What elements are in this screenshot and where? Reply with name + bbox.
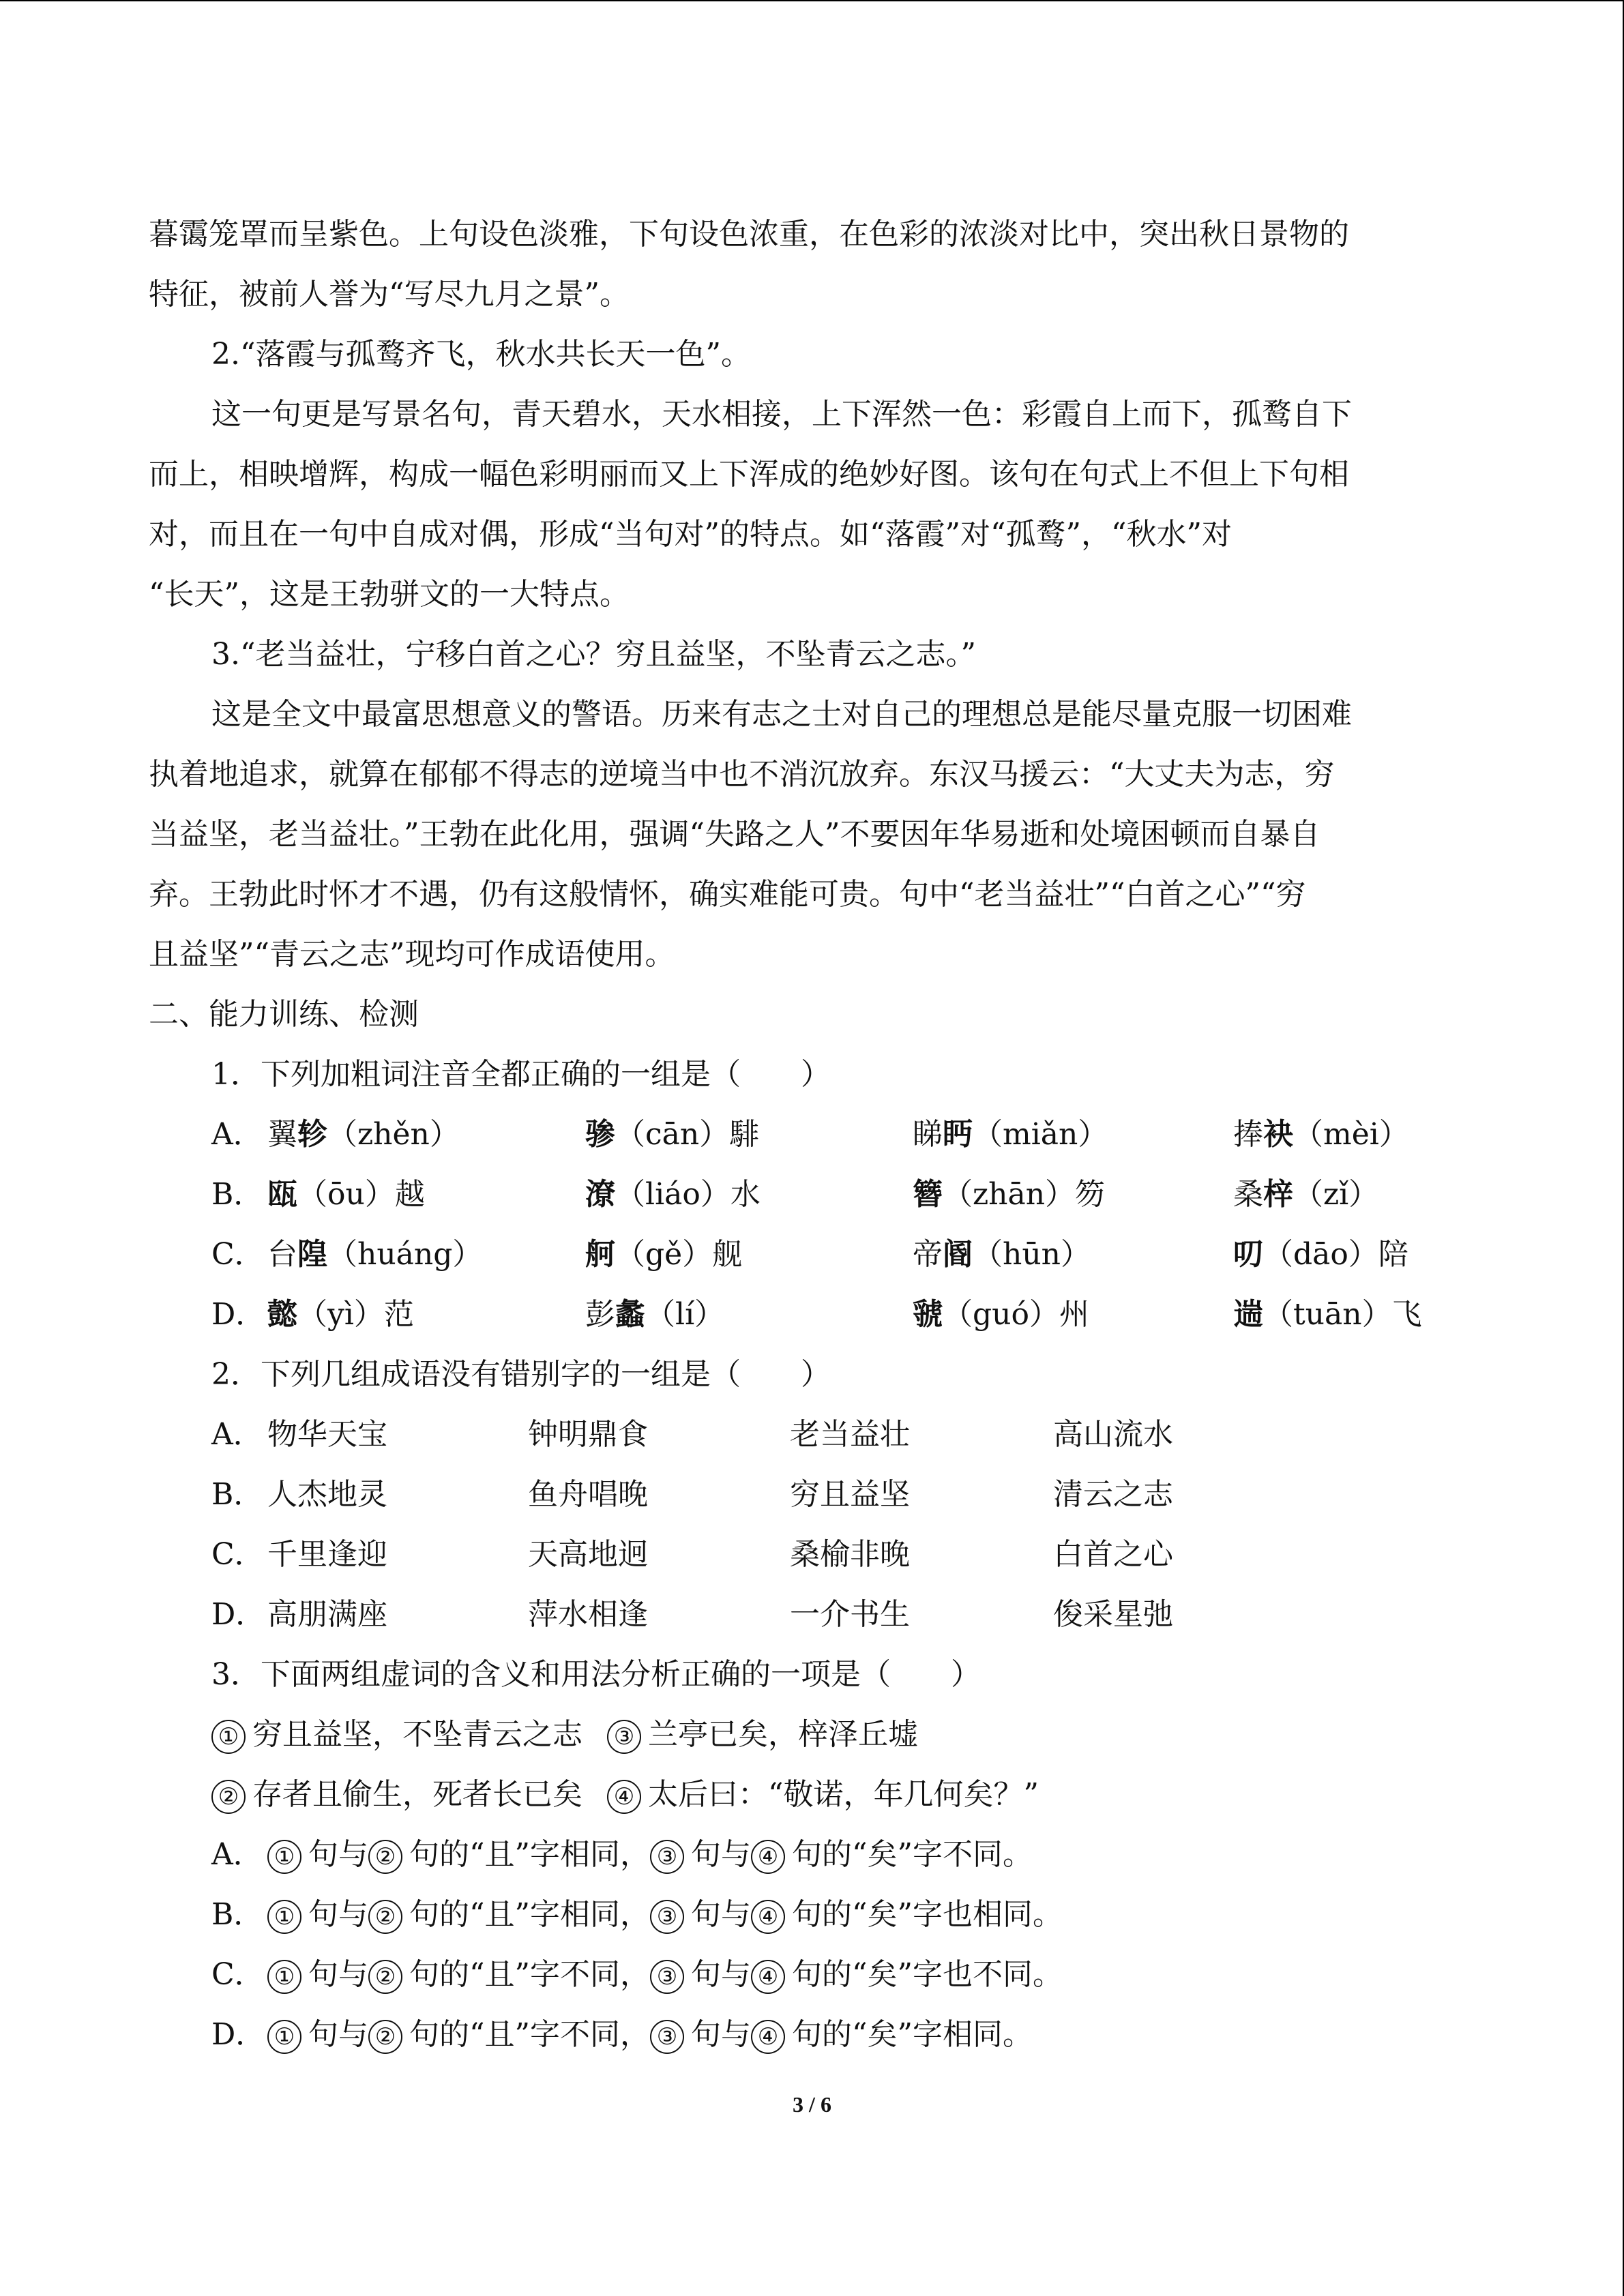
circled-number-2: ② [368,1900,402,1934]
question-2-option-d [149,1585,1486,1645]
bold-character: 遄 [1233,1297,1263,1332]
option-text: 句与 [691,2017,751,2052]
page-number: 3 / 6 [793,2092,831,2117]
item-prefix: 睇 [913,1117,943,1152]
question-3-option-a [149,1825,1486,1885]
text-line: 这是全文中最富思想意义的警语。历来有志之士对自己的理想总是能尽量克服一切困难 [211,697,1352,732]
circled-number-4: ④ [607,1780,641,1814]
question-2-option-b [149,1465,1486,1525]
bold-character: 虢 [913,1297,943,1332]
bold-character: 潦 [585,1177,615,1212]
option-label: D． [211,1597,266,1632]
sentence-1: 穷且益坚，不坠青云之志 [252,1717,582,1752]
text-line: 这一句更是写景名句，青天碧水，天水相接，上下浑然一色：彩霞自上而下，孤鹜自下 [211,397,1352,432]
option-text: 句的“矣”字也不同。 [792,1957,1063,1992]
idiom-item: 钟明鼎食 [528,1417,648,1452]
question-1-option-a [149,1105,1486,1165]
idiom-item: 高朋满座 [267,1597,387,1632]
option-item [1233,1225,1408,1285]
circled-number-4: ④ [751,2020,785,2054]
item-pinyin: （lí） [645,1297,725,1332]
question-2-stem: 2．下列几组成语没有错别字的一组是（ ） [211,1357,831,1392]
option-text: 句与 [308,1837,368,1872]
sentence-4: 太后曰：“敬诺，年几何矣？” [648,1777,1039,1812]
option-text: 句与 [691,1837,751,1872]
item-pinyin: （miǎn） [973,1117,1108,1152]
bold-character: 懿 [267,1297,297,1332]
item-pinyin: （zhěn） [327,1117,460,1152]
circled-number-3: ③ [607,1720,641,1754]
option-label: B． [211,1177,264,1212]
option-item [913,1285,1089,1345]
item-pinyin: （zhān）笏 [943,1177,1106,1212]
item-prefix: 翼 [267,1117,297,1152]
bold-character: 梓 [1263,1177,1293,1212]
item-pinyin: （gě）舰 [615,1237,743,1272]
circled-number-2: ② [211,1780,246,1814]
option-label: A． [211,1837,263,1872]
bold-character: 隍 [297,1237,327,1272]
question-1-option-d [149,1285,1486,1345]
item-pinyin: （huáng） [327,1237,483,1272]
option-item [267,1225,482,1285]
option-label: B． [211,1897,264,1932]
idiom-item: 天高地迥 [528,1537,648,1572]
option-item [585,1105,759,1165]
option-item [585,1165,761,1225]
option-text: 句与 [308,1897,368,1932]
question-1-option-b [149,1165,1486,1225]
item-pinyin: （yì）范 [297,1297,414,1332]
option-text: 句的“且”字不同， [409,1957,650,1992]
page-top-border [0,0,1624,1]
item-prefix: 捧 [1233,1117,1263,1152]
idiom-item: 老当益壮 [790,1417,910,1452]
option-label: C． [211,1537,265,1572]
bold-character: 蠡 [615,1297,645,1332]
bold-character: 袂 [1263,1117,1293,1152]
circled-number-3: ③ [650,1900,684,1934]
option-text: 句的“且”字相同， [409,1897,650,1932]
idiom-item: 鱼舟唱晚 [528,1477,648,1512]
idiom-item: 人杰地灵 [267,1477,387,1512]
circled-number-2: ② [368,2020,402,2054]
option-item [267,1285,414,1345]
option-text: 句与 [308,2017,368,2052]
section-heading: 二、能力训练、检测 [149,997,419,1032]
text-line: 且益坚”“青云之志”现均可作成语使用。 [149,937,675,972]
sentence-2: 存者且偷生，死者长已矣 [252,1777,582,1812]
option-label: A． [211,1117,263,1152]
circled-number-1: ① [267,1960,301,1994]
circled-number-1: ① [267,2020,301,2054]
text-line: 当益坚，老当益壮。”王勃在此化用，强调“失路之人”不要因年华易逝和处境困顿而自暴自 [149,817,1320,852]
item-prefix: 彭 [585,1297,615,1332]
option-item [913,1105,1108,1165]
option-text: 句与 [691,1897,751,1932]
idiom-item: 白首之心 [1053,1537,1173,1572]
item-pinyin: （guó）州 [943,1297,1089,1332]
question-2-option-c [149,1525,1486,1585]
question-3-option-c [149,1945,1486,2005]
option-item [1233,1105,1409,1165]
option-text: 句与 [308,1957,368,1992]
question-2-option-a [149,1405,1486,1465]
option-label: C． [211,1957,265,1992]
option-item [1233,1165,1378,1225]
idiom-item: 穷且益坚 [790,1477,910,1512]
question-3-option-b [149,1885,1486,1945]
option-item [585,1285,724,1345]
question-3-sentences-row-1 [149,1705,1486,1765]
bold-character: 舸 [585,1237,615,1272]
circled-number-4: ④ [751,1900,785,1934]
circled-number-4: ④ [751,1960,785,1994]
option-label: D． [211,1297,266,1332]
quote-heading-3: 3.“老当益壮，宁移白首之心？穷且益坚，不坠青云之志。” [211,637,976,672]
circled-number-4: ④ [751,1840,785,1874]
option-label: C． [211,1237,265,1272]
option-item [1233,1285,1422,1345]
option-label: A． [211,1417,263,1452]
bold-character: 眄 [943,1117,973,1152]
item-prefix: 台 [267,1237,297,1272]
idiom-item: 千里逢迎 [267,1537,387,1572]
idiom-item: 清云之志 [1053,1477,1173,1512]
text-line: 而上，相映增辉，构成一幅色彩明丽而又上下浑成的绝妙好图。该句在句式上不但上下句相 [149,457,1349,492]
idiom-item: 高山流水 [1053,1417,1173,1452]
option-text: 句的“矣”字不同。 [792,1837,1033,1872]
circled-number-1: ① [211,1720,246,1754]
circled-number-3: ③ [650,1840,684,1874]
option-text: 句的“且”字相同， [409,1837,650,1872]
item-pinyin: （zǐ） [1293,1177,1379,1212]
circled-number-1: ① [267,1900,301,1934]
option-item [585,1225,742,1285]
text-line: 弃。王勃此时怀才不遇，仍有这般情怀，确实难能可贵。句中“老当益壮”“白首之心”“穷 [149,877,1306,912]
option-item [267,1105,460,1165]
option-text: 句的“矣”字相同。 [792,2017,1033,2052]
item-pinyin: （cān）騑 [615,1117,760,1152]
text-line: 特征，被前人誉为“写尽九月之景”。 [149,277,630,312]
idiom-item: 萍水相逢 [528,1597,648,1632]
text-line: 执着地追求，就算在郁郁不得志的逆境当中也不消沉放弃。东汉马援云：“大丈夫为志，穷 [149,757,1335,792]
idiom-item: 桑榆非晚 [790,1537,910,1572]
circled-number-2: ② [368,1840,402,1874]
option-label: B． [211,1477,264,1512]
question-3-stem: 3．下面两组虚词的含义和用法分析正确的一项是（ ） [211,1657,981,1692]
sentence-3: 兰亭已矣，梓泽丘墟 [648,1717,918,1752]
item-prefix: 桑 [1233,1177,1263,1212]
text-line: 对，而且在一句中自成对偶，形成“当句对”的特点。如“落霞”对“孤鹜”，“秋水”对 [149,517,1232,552]
bold-character: 轸 [297,1117,327,1152]
question-3-sentences-row-2 [149,1765,1486,1825]
option-item [267,1165,425,1225]
text-line: “长天”，这是王勃骈文的一大特点。 [149,577,630,612]
idiom-item: 俊采星弛 [1053,1597,1173,1632]
text-line: 暮霭笼罩而呈紫色。上句设色淡雅，下句设色浓重，在色彩的浓淡对比中，突出秋日景物的 [149,217,1349,252]
bold-character: 阍 [943,1237,973,1272]
bold-character: 瓯 [267,1177,297,1212]
circled-number-2: ② [368,1960,402,1994]
bold-character: 骖 [585,1117,615,1152]
quote-heading-2: 2.“落霞与孤鹜齐飞，秋水共长天一色”。 [211,337,751,372]
option-text: 句与 [691,1957,751,1992]
item-pinyin: （dāo）陪 [1263,1237,1408,1272]
idiom-item: 物华天宝 [267,1417,387,1452]
item-pinyin: （hūn） [973,1237,1091,1272]
option-text: 句的“且”字不同， [409,2017,650,2052]
item-pinyin: （tuān）飞 [1263,1297,1422,1332]
option-label: D． [211,2017,266,2052]
circled-number-3: ③ [650,2020,684,2054]
question-3-option-d [149,2005,1486,2065]
option-text: 句的“矣”字也相同。 [792,1897,1063,1932]
option-item [913,1165,1105,1225]
option-item [913,1225,1091,1285]
circled-number-3: ③ [650,1960,684,1994]
circled-number-1: ① [267,1840,301,1874]
item-prefix: 帝 [913,1237,943,1272]
item-pinyin: （mèi） [1293,1117,1409,1152]
idiom-item: 一介书生 [790,1597,910,1632]
bold-character: 簪 [913,1177,943,1212]
item-pinyin: （liáo）水 [615,1177,761,1212]
question-1-stem: 1．下列加粗词注音全都正确的一组是（ ） [211,1057,831,1092]
question-1-option-c [149,1225,1486,1285]
document-page [149,205,1486,2065]
bold-character: 叨 [1233,1237,1263,1272]
item-pinyin: （ōu）越 [297,1177,425,1212]
